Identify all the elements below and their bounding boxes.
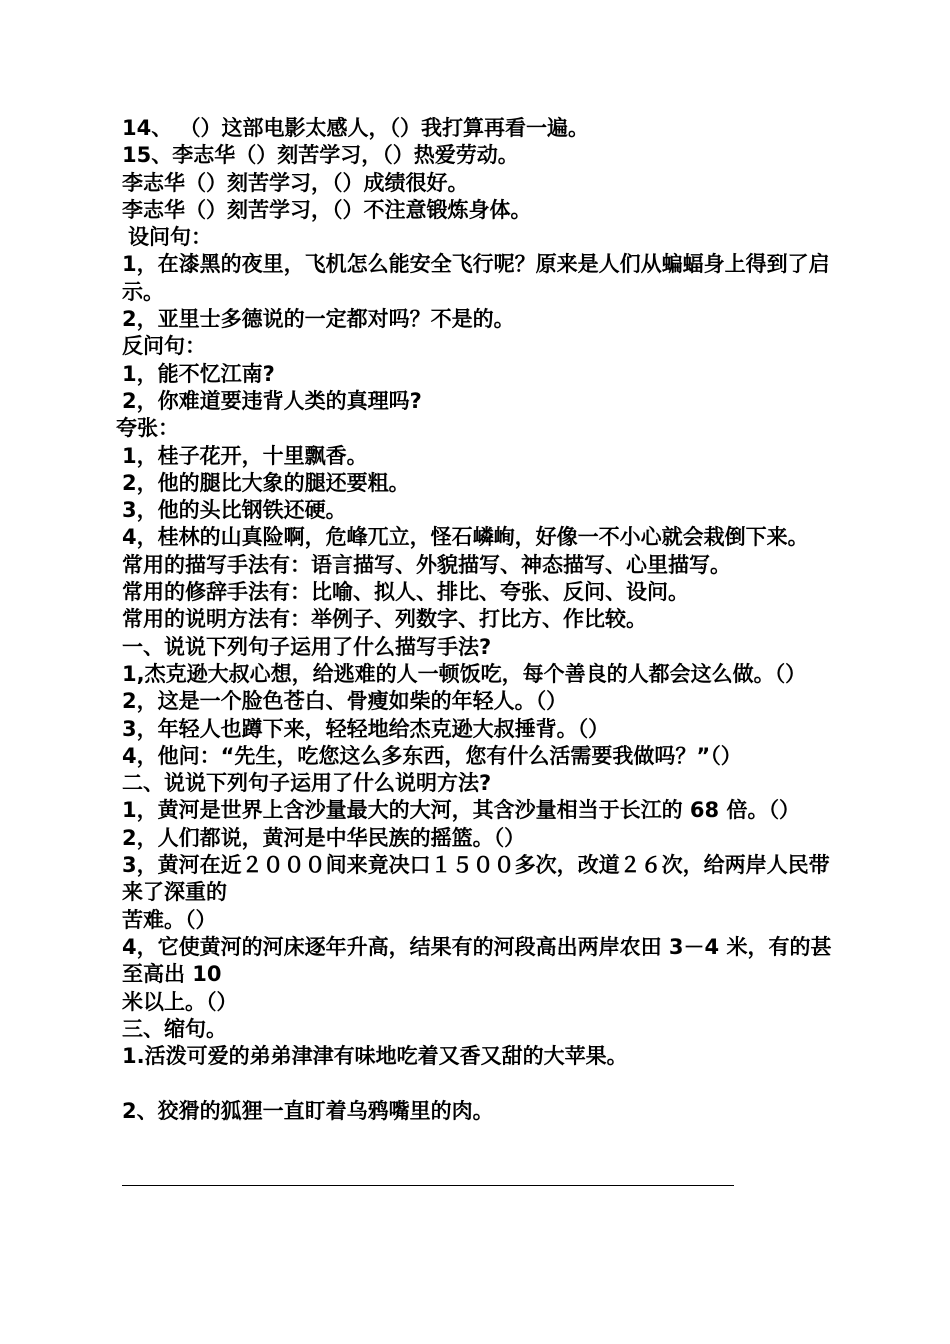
text-line: 2，这是一个脸色苍白、骨瘦如柴的年轻人。（）	[122, 689, 568, 714]
section-heading-rhetorical-counter: 反问句：	[122, 334, 206, 359]
text-line: 15、李志华（）刻苦学习，（）热爱劳动。	[122, 143, 519, 168]
text-line: 2，人们都说，黄河是中华民族的摇篮。（）	[122, 825, 526, 850]
section-heading-rhetorical-question: 设问句：	[128, 225, 212, 250]
text-line: 1.活泼可爱的弟弟津津有味地吃着又香又甜的大苹果。	[122, 1044, 628, 1069]
text-line: 苦难。（）	[122, 907, 217, 932]
text-line: 3，黄河在近２０００间来竟决口１５００多次，改道２６次，给两岸人民带来了深重的	[122, 853, 830, 905]
document-page	[116, 115, 836, 1125]
text-line: 2、狡猾的狐狸一直盯着乌鸦嘴里的肉。	[122, 1098, 494, 1123]
text-line: 2，他的腿比大象的腿还要粗。	[122, 470, 410, 495]
section-heading-hyperbole: 夸张：	[116, 416, 179, 441]
text-line: 4，桂林的山真险啊，危峰兀立，怪石嶙峋，好像一不小心就会栽倒下来。	[122, 525, 809, 550]
text-line: 1,杰克逊大叔心想，给逃难的人一顿饭吃，每个善良的人都会这么做。（）	[122, 661, 807, 686]
text-line: 常用的说明方法有：举例子、列数字、打比方、作比较。	[122, 607, 647, 632]
text-line: 14、 （）这部电影太感人，（）我打算再看一遍。	[122, 116, 590, 140]
exercise-heading-three: 三、缩句。	[122, 1016, 227, 1041]
text-line: 3，他的头比钢铁还硬。	[122, 498, 347, 523]
answer-underline	[122, 1185, 734, 1186]
text-line: 2，你难道要违背人类的真理吗?	[122, 388, 422, 413]
text-line: 1，黄河是世界上含沙量最大的大河，其含沙量相当于长江的 68 倍。（）	[122, 798, 800, 823]
text-line: 1，桂子花开，十里飘香。	[122, 443, 368, 468]
text-line: 1，在漆黑的夜里，飞机怎么能安全飞行呢？原来是人们从蝙蝠身上得到了启示。	[122, 252, 830, 304]
text-line: 常用的修辞手法有：比喻、拟人、排比、夸张、反问、设问。	[122, 580, 689, 605]
text-line: 常用的描写手法有：语言描写、外貌描写、神态描写、心里描写。	[122, 552, 731, 577]
text-line: 4，它使黄河的河床逐年升高，结果有的河段高出两岸农田 3－4 米，有的甚至高出 10	[122, 934, 832, 987]
text-line: 李志华（）刻苦学习，（）不注意锻炼身体。	[122, 197, 532, 222]
text-line: 4，他问：“先生，吃您这么多东西，您有什么活需要我做吗？”（）	[122, 743, 742, 768]
exercise-heading-two: 二、说说下列句子运用了什么说明方法?	[122, 771, 492, 796]
text-line: 米以上。（）	[122, 989, 238, 1014]
answer-blank-line	[116, 1070, 836, 1097]
text-line: 李志华（）刻苦学习，（）成绩很好。	[122, 170, 469, 195]
text-line: 3，年轻人也蹲下来，轻轻地给杰克逊大叔捶背。（）	[122, 716, 610, 741]
text-line: 1，能不忆江南?	[122, 361, 275, 386]
text-line: 2，亚里士多德说的一定都对吗？不是的。	[122, 307, 515, 332]
exercise-heading-one: 一、说说下列句子运用了什么描写手法?	[122, 634, 492, 659]
